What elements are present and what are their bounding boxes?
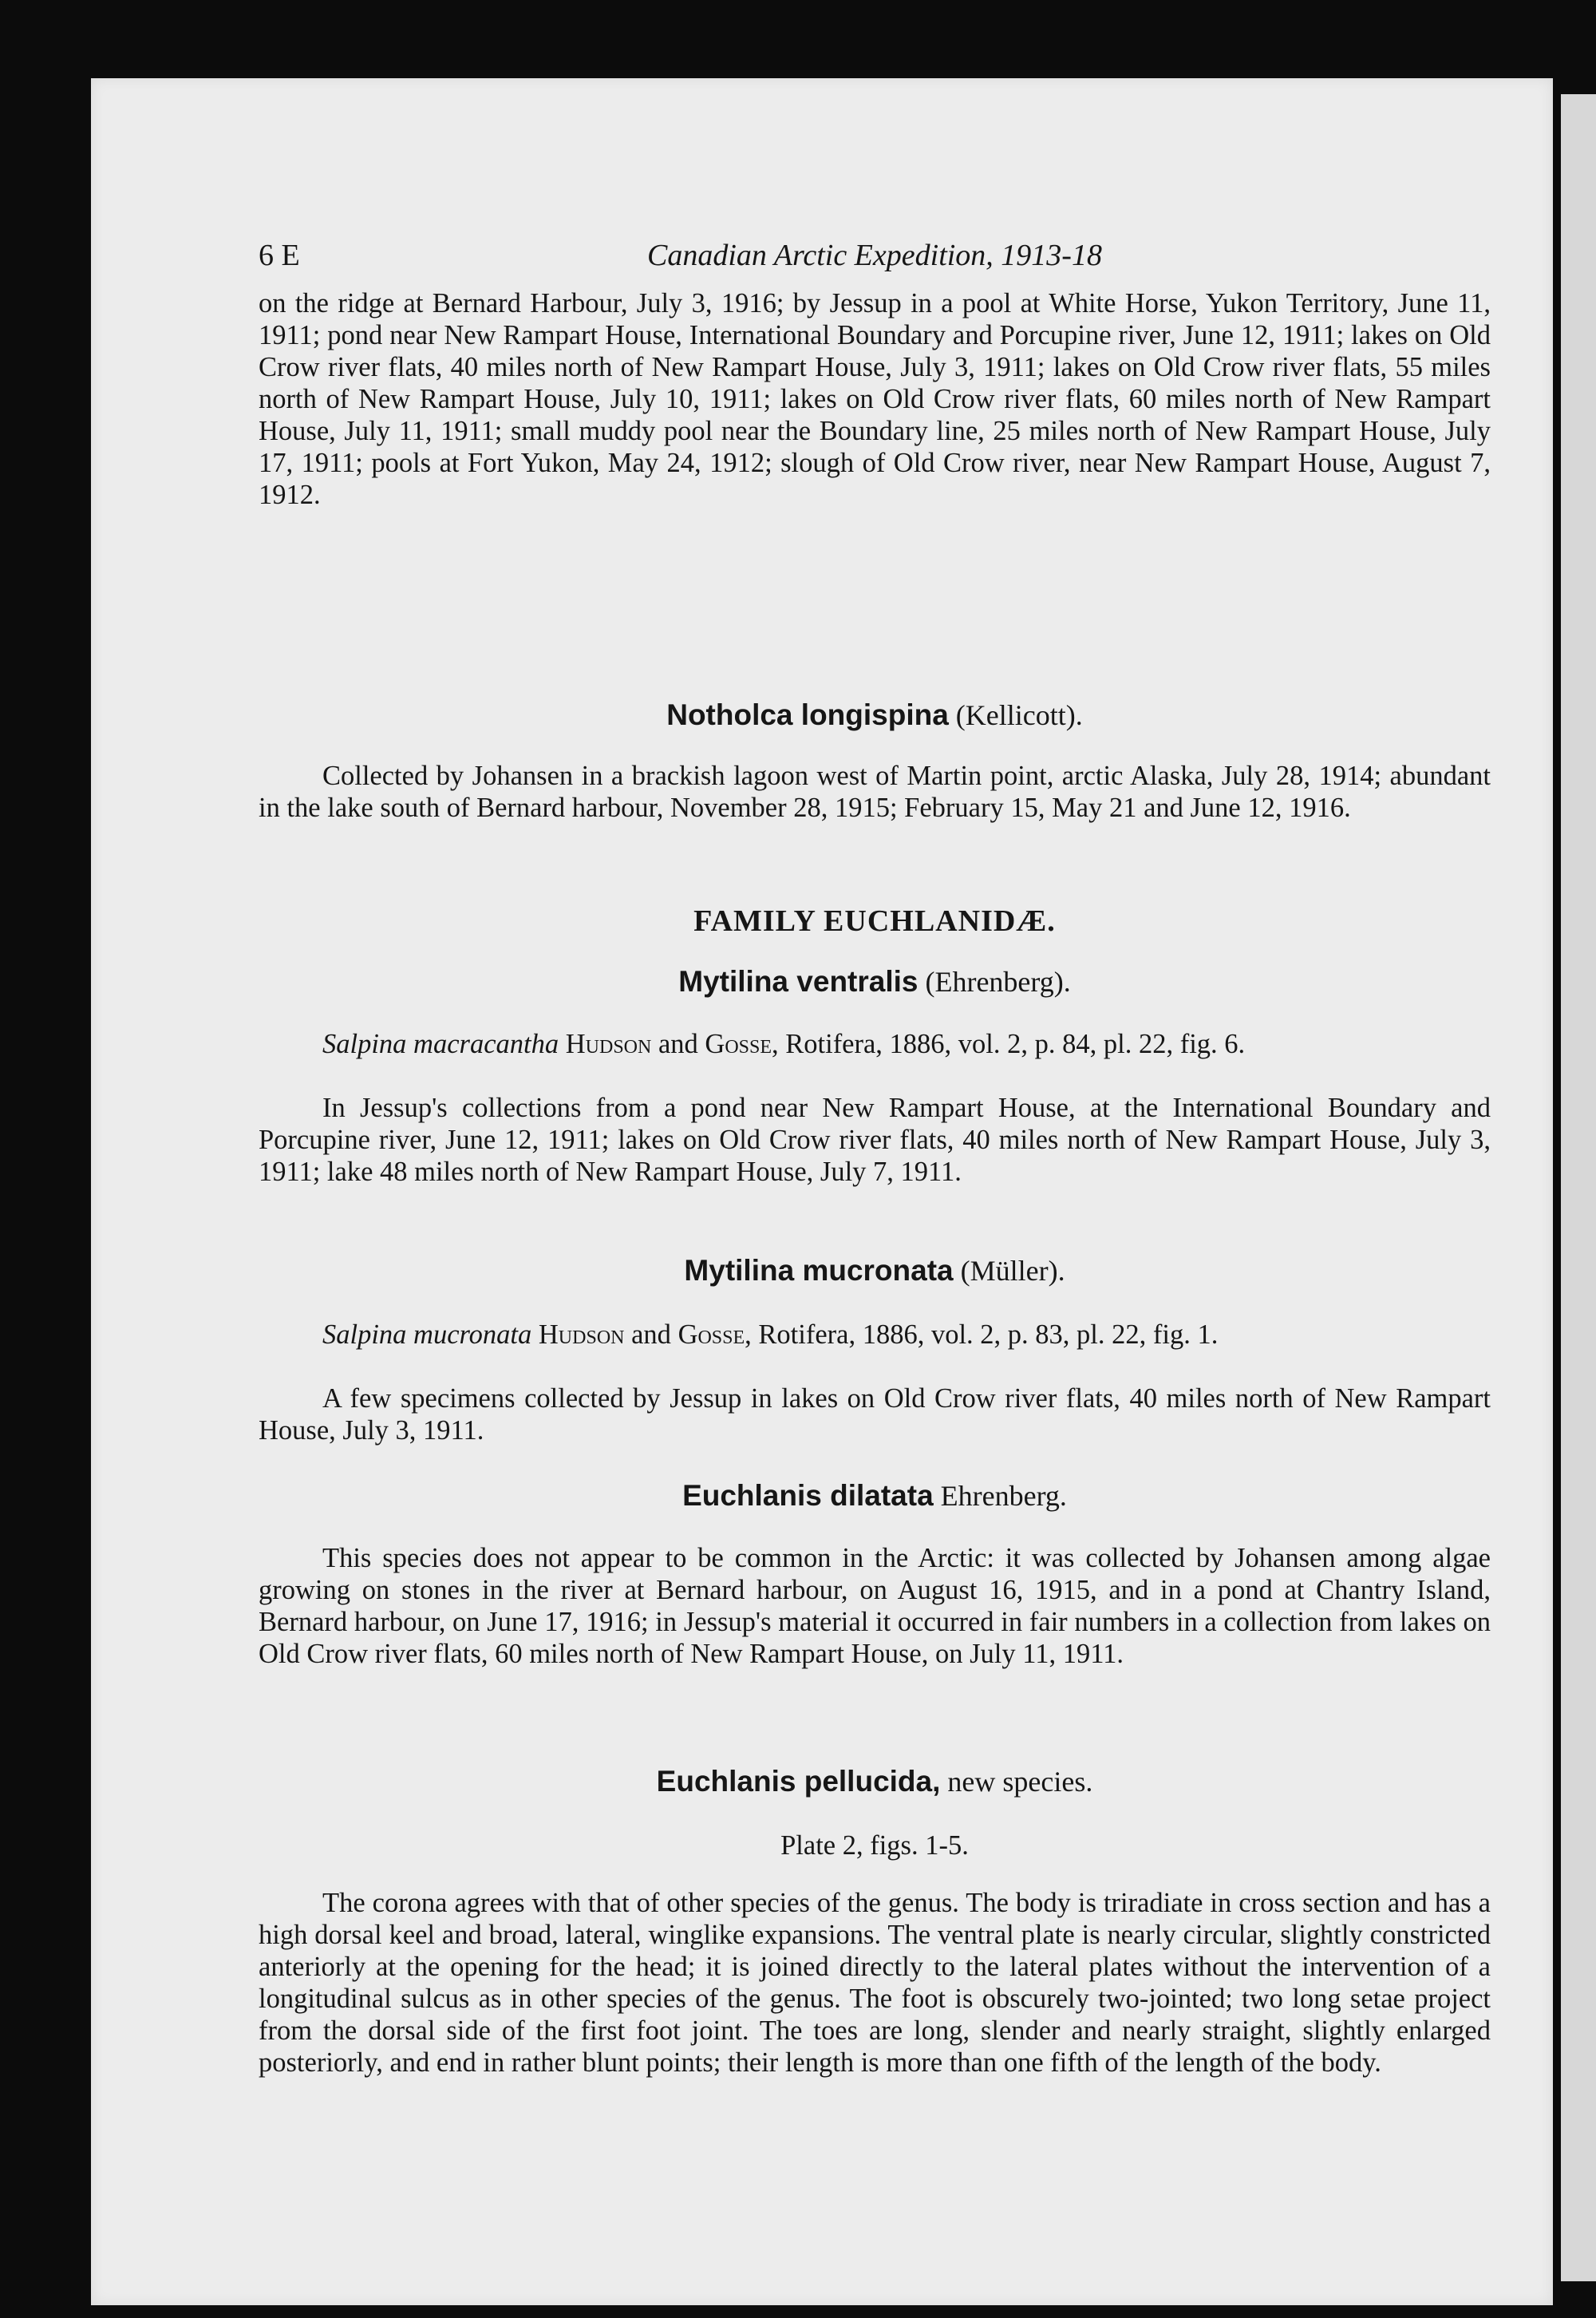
notholca-paragraph: Collected by Johansen in a brackish lagoon west of Martin point, arctic Alaska, July 28, 1914; abundant in the lake south of Bernard harbour, November 28, 1915; February 15, May 21 and June 12, 1916. [259, 761, 1491, 823]
euchlanis-dilatata-paragraph: This species does not appear to be common in the Arctic: it was collected by Johansen among algae growing on stones in the river at Bernard harbour, on August 16, 1915, and in a pond at Chantry Island, Bernard harbour, on June 17, 1916; in Jessup's material it occurred in fair numbers in a collection from lakes on Old Crow river flats, 60 miles north of New Rampart House, on July 11, 1911. [259, 1543, 1491, 1669]
plate-reference: Plate 2, figs. 1-5. [780, 1830, 969, 1861]
mytilina-mucronata-reference [259, 1319, 1491, 1351]
euchlanis-pellucida-paragraph: The corona agrees with that of other species of the genus. The body is triradiate in cross section and has a high dorsal keel and broad, lateral, winglike expansions. The ventral plate is nearly circular, slightly constricted anteriorly at the opening for the head; it is joined directly to the lateral plates without the intervention of a longitudinal sulcus as in other species of the genus. The foot is obscurely two-jointed; two long setae project from the dorsal side of the first foot joint. The toes are long, slender and nearly straight, slightly enlarged posteriorly, and end in rather blunt points; their length is more than one fifth of the length of the body. [259, 1888, 1491, 2078]
running-title: Canadian Arctic Expedition, 1913-18 [647, 239, 1102, 272]
species-authority: new species. [947, 1766, 1093, 1798]
species-heading-mytilina-mucronata [259, 1253, 1491, 1288]
species-name: Mytilina mucronata [684, 1254, 954, 1287]
species-authority: Ehrenberg. [940, 1480, 1067, 1512]
species-heading-euchlanis-pellucida [259, 1764, 1491, 1799]
species-authority: (Ehrenberg). [925, 966, 1071, 998]
species-heading-notholca-longispina [259, 698, 1491, 733]
synonym-name: Salpina mucronata [322, 1319, 532, 1350]
reference-conjunction: and [631, 1319, 671, 1350]
reference-author: Hudson [565, 1029, 652, 1059]
reference-author: Gosse [678, 1319, 745, 1350]
page-number: 6 E [259, 239, 300, 272]
intro-paragraph: on the ridge at Bernard Harbour, July 3, 1916; by Jessup in a pool at White Horse, Yukon Territory, June 11, 1911; pond near New Rampart House, International Boundary and Porcupine river, June 12, 1911; lakes on Old Crow river flats, 40 miles north of New Rampart House, July 3, 1911; lakes on Old Crow river flats, 55 miles north of New Rampart House, July 10, 1911; lakes on Old Crow river flats, 60 miles north of New Rampart House, July 11, 1911; small muddy pool near the Boundary line, 25 miles north of New Rampart House, July 17, 1911; pools at Fort Yukon, May 24, 1912; slough of Old Crow river, near New Rampart House, August 7, 1912. [259, 288, 1491, 510]
species-name: Euchlanis dilatata [682, 1479, 934, 1512]
species-name: Notholca longispina [666, 698, 949, 731]
document-page [91, 78, 1553, 2305]
species-authority: (Müller). [960, 1255, 1065, 1287]
reference-details: , Rotifera, 1886, vol. 2, p. 84, pl. 22, fig. 6. [772, 1029, 1246, 1059]
species-authority: (Kellicott). [955, 699, 1083, 731]
reference-author: Gosse [705, 1029, 772, 1059]
species-name: Euchlanis pellucida, [656, 1765, 941, 1798]
mytilina-ventralis-reference [259, 1028, 1491, 1060]
running-head [259, 238, 1491, 278]
reference-author: Hudson [538, 1319, 625, 1350]
species-heading-euchlanis-dilatata [259, 1478, 1491, 1513]
synonym-name: Salpina macracantha [322, 1029, 559, 1059]
species-name: Mytilina ventralis [678, 965, 918, 998]
adjacent-page-edge [1561, 94, 1596, 2281]
species-heading-mytilina-ventralis [259, 964, 1491, 999]
reference-conjunction: and [658, 1029, 698, 1059]
mytilina-mucronata-paragraph: A few specimens collected by Jessup in lakes on Old Crow river flats, 40 miles north of New Rampart House, July 3, 1911. [259, 1383, 1491, 1446]
family-heading: FAMILY EUCHLANIDÆ. [693, 904, 1056, 938]
mytilina-ventralis-paragraph: In Jessup's collections from a pond near New Rampart House, at the International Boundary and Porcupine river, June 12, 1911; lakes on Old Crow river flats, 40 miles north of New Rampart House, July 3, 1911; lake 48 miles north of New Rampart House, July 7, 1911. [259, 1093, 1491, 1187]
reference-details: , Rotifera, 1886, vol. 2, p. 83, pl. 22, fig. 1. [745, 1319, 1219, 1350]
